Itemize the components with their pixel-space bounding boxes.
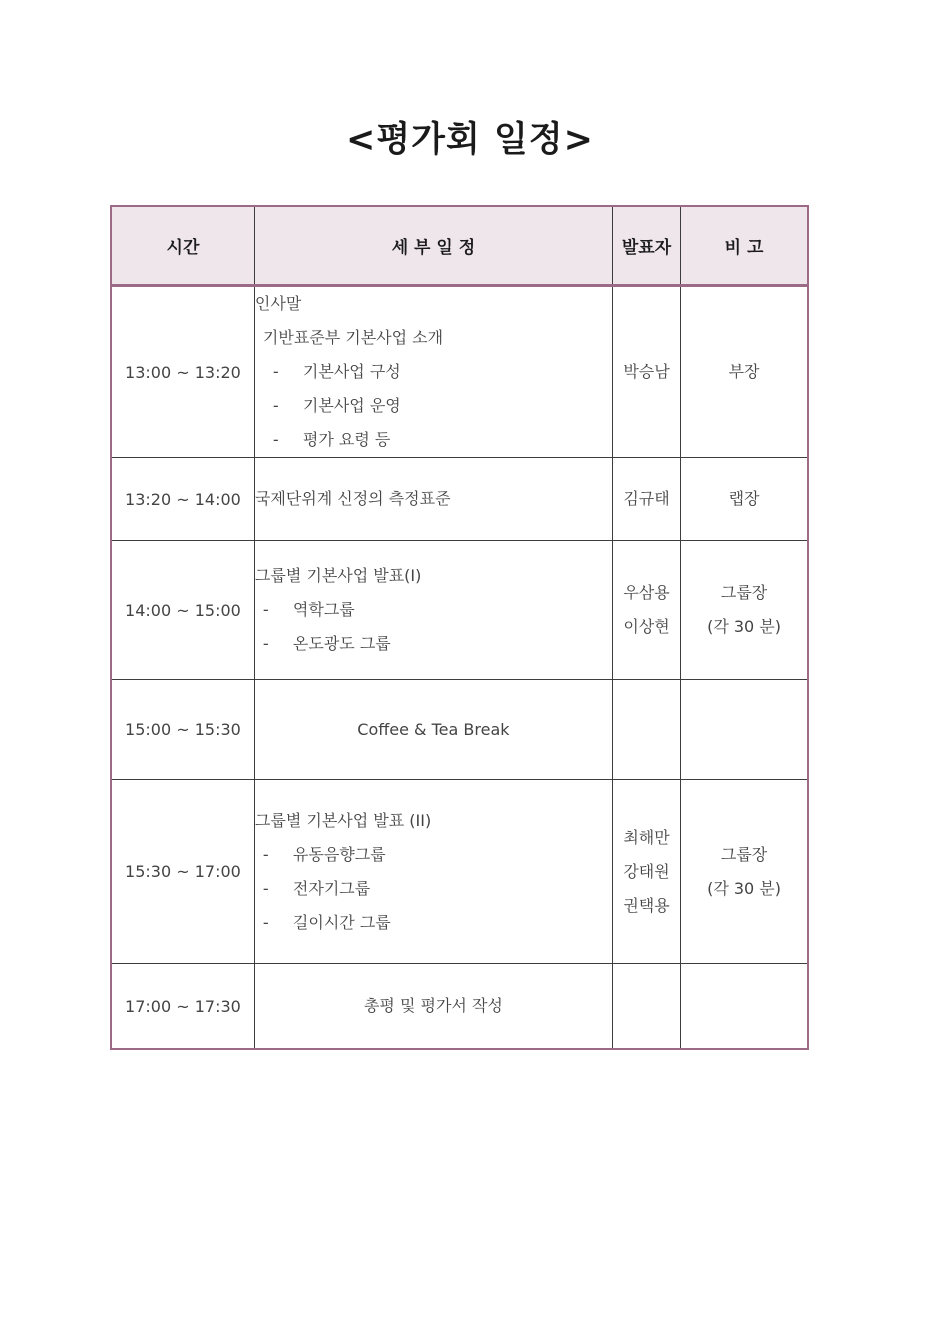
table-row — [111, 541, 808, 680]
detail-item-label: 유동음향그룹 — [292, 844, 386, 864]
detail-item-label: 길이시간 그룹 — [292, 912, 391, 932]
note-text: 부장 — [728, 362, 760, 381]
detail-line: 인사말 — [254, 294, 302, 313]
table-row — [111, 286, 808, 458]
presenter-name: 우삼용 — [623, 583, 670, 602]
detail-cell — [254, 286, 612, 458]
detail-item — [255, 906, 612, 940]
detail-cell — [254, 780, 612, 964]
note-cell — [681, 964, 808, 1050]
note-text: 그룹장 — [720, 583, 768, 602]
presenter-name: 박승남 — [623, 362, 670, 381]
presenter-name: 권택용 — [623, 895, 670, 915]
detail-line: 총평 및 평가서 작성 — [363, 996, 503, 1015]
time-cell: 14:00 ~ 15:00 — [111, 541, 254, 680]
detail-item — [255, 872, 612, 906]
detail-line: 그룹별 기본사업 발표 (II) — [254, 810, 432, 830]
time-cell: 15:00 ~ 15:30 — [111, 680, 254, 780]
detail-line: 국제단위계 신정의 측정표준 — [254, 489, 451, 508]
note-text: 그룹장 — [720, 844, 768, 864]
presenter-cell — [612, 286, 680, 458]
header-note: 비 고 — [681, 206, 808, 286]
presenter-cell — [612, 458, 680, 541]
table-header-row — [111, 206, 808, 286]
page-title: <평가회 일정> — [346, 120, 594, 160]
detail-line: 그룹별 기본사업 발표(I) — [254, 566, 422, 585]
table-row — [111, 780, 808, 964]
presenter-cell — [612, 680, 680, 780]
detail-item — [255, 389, 612, 423]
detail-cell — [254, 541, 612, 680]
detail-item — [255, 838, 612, 872]
detail-item — [255, 627, 612, 661]
presenter-name: 김규태 — [623, 489, 670, 508]
presenter-cell — [612, 964, 680, 1050]
detail-item — [255, 593, 612, 627]
table-row — [111, 458, 808, 541]
presenter-name: 강태원 — [623, 861, 670, 881]
time-cell: 15:30 ~ 17:00 — [111, 780, 254, 964]
time-cell: 17:00 ~ 17:30 — [111, 964, 254, 1050]
detail-cell — [254, 458, 612, 541]
detail-item-label: 기본사업 구성 — [302, 362, 401, 381]
schedule-table — [110, 205, 809, 1050]
header-presenter: 발표자 — [612, 206, 680, 286]
note-text: (각 30 분) — [707, 617, 782, 636]
header-time: 시간 — [111, 206, 254, 286]
dash-marker: - — [272, 362, 279, 381]
time-cell: 13:00 ~ 13:20 — [111, 286, 254, 458]
presenter-cell — [612, 541, 680, 680]
detail-item-label: 전자기그룹 — [292, 878, 371, 898]
dash-marker: - — [262, 912, 269, 932]
note-text: (각 30 분) — [707, 878, 782, 898]
header-detail: 세 부 일 정 — [254, 206, 612, 286]
detail-item-label: 역학그룹 — [292, 600, 355, 619]
detail-line: Coffee & Tea Break — [357, 719, 510, 739]
note-cell — [681, 541, 808, 680]
detail-item-label: 평가 요령 등 — [302, 430, 391, 449]
presenter-cell — [612, 780, 680, 964]
detail-item-label: 온도광도 그룹 — [292, 634, 391, 653]
detail-item-label: 기본사업 운영 — [302, 396, 401, 415]
time-cell: 13:20 ~ 14:00 — [111, 458, 254, 541]
detail-item — [255, 355, 612, 389]
note-cell — [681, 458, 808, 541]
note-cell — [681, 780, 808, 964]
dash-marker: - — [262, 844, 269, 864]
dash-marker: - — [262, 600, 269, 619]
dash-marker: - — [272, 430, 279, 449]
detail-line: 기반표준부 기본사업 소개 — [262, 328, 444, 347]
dash-marker: - — [262, 878, 269, 898]
dash-marker: - — [262, 634, 269, 653]
presenter-name: 최해만 — [623, 827, 670, 847]
detail-item — [255, 423, 612, 457]
presenter-name: 이상현 — [623, 617, 670, 636]
detail-cell — [254, 964, 612, 1050]
detail-cell — [254, 680, 612, 780]
note-text: 랩장 — [728, 489, 760, 508]
note-cell — [681, 286, 808, 458]
table-row — [111, 680, 808, 780]
dash-marker: - — [272, 396, 279, 415]
table-row — [111, 964, 808, 1050]
note-cell — [681, 680, 808, 780]
